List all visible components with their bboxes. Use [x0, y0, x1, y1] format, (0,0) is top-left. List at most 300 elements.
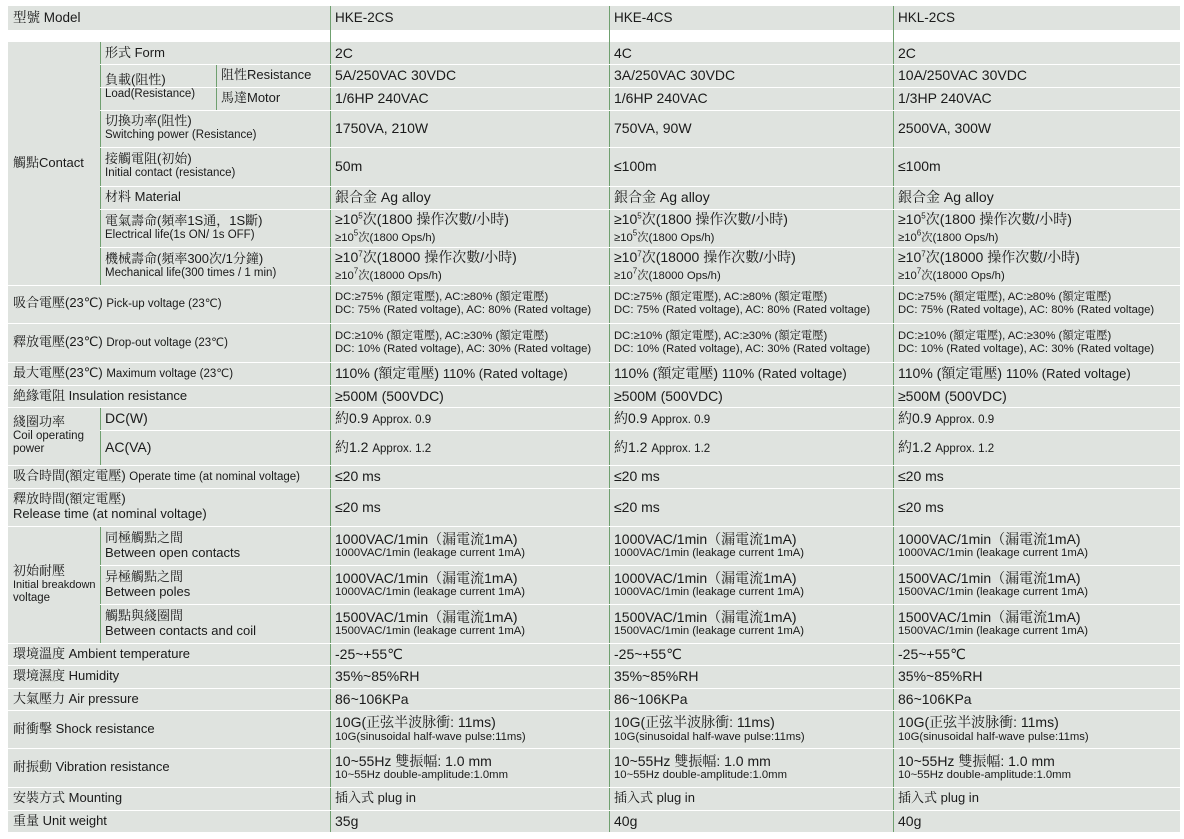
value-text: ≤100m	[898, 158, 941, 175]
text-line	[105, 229, 325, 242]
value-line	[335, 439, 604, 456]
dropout-voltage-value	[330, 323, 609, 362]
value-zh: 約1.2	[335, 438, 369, 455]
text-line	[898, 211, 1175, 227]
column-divider	[100, 42, 101, 285]
text-line	[105, 129, 325, 142]
label-text: 環境溫度 Ambient temperature	[13, 645, 191, 661]
mounting-value	[609, 787, 893, 810]
value-text: 2C	[898, 44, 916, 61]
text-line	[13, 592, 95, 605]
air-pressure-value	[893, 688, 1180, 710]
switching-power-value	[609, 110, 893, 147]
model-name-text: HKL-2CS	[898, 10, 956, 26]
resistance-label	[216, 64, 330, 87]
row-divider	[8, 323, 1180, 324]
value-en: 1500VAC/1min (leakage current 1mA)	[335, 625, 526, 638]
label-text: 大氣壓力 Air pressure	[13, 690, 139, 706]
text-line	[614, 228, 888, 245]
model-name-2	[609, 6, 893, 30]
label-text: 耐衝擊 Shock resistance	[13, 720, 155, 736]
label-en: Drop-out voltage (23℃)	[106, 336, 228, 349]
value-en: 10~55Hz double-amplitude:1.0mm	[898, 769, 1072, 782]
label-en-1: Coil operating	[13, 430, 84, 443]
coil-value	[609, 430, 893, 465]
form-label	[100, 42, 330, 64]
label-line	[13, 389, 325, 404]
text-line	[614, 714, 888, 730]
resistance-value	[893, 64, 1180, 87]
label-text: 材料 Material	[105, 189, 181, 205]
value-text: 86~106KPa	[614, 690, 688, 707]
text-line	[898, 769, 1175, 782]
value-text: 86~106KPa	[335, 690, 409, 707]
label-zh: 同極觸點之間	[105, 529, 184, 545]
value-line	[335, 365, 604, 382]
shock-value	[609, 710, 893, 748]
label-en-2: voltage	[13, 591, 51, 604]
value-en: 10G(sinusoidal half-wave pulse:11ms)	[898, 730, 1089, 743]
label-zh: 吸合電壓(23℃)	[13, 295, 103, 311]
superscript-exponent: 7	[921, 249, 926, 259]
column-divider	[330, 6, 331, 832]
value-zh: 10~55Hz 雙振幅: 1.0 mm	[335, 752, 492, 769]
column-divider	[609, 6, 610, 832]
air-pressure-value	[330, 688, 609, 710]
label-text: DC(W)	[105, 410, 148, 427]
label-en: Switching power (Resistance)	[105, 129, 257, 142]
text-line	[898, 343, 1175, 356]
value-text: 3A/250VAC 30VDC	[614, 67, 736, 84]
value-zh: 約0.9	[614, 409, 648, 426]
motor-label	[216, 87, 330, 110]
text-line	[335, 586, 604, 599]
material-label	[100, 186, 330, 209]
value-zh: 10~55Hz 雙振幅: 1.0 mm	[614, 752, 771, 769]
value-zh: 1000VAC/1min（漏電流1mA)	[614, 530, 797, 547]
row-divider	[100, 87, 1180, 88]
value-text: 5A/250VAC 30VDC	[335, 67, 457, 84]
value-en-post: 次(18000 Ops/h)	[358, 269, 442, 282]
label-zh: 吸合時間(額定電壓)	[13, 467, 126, 483]
column-divider	[100, 526, 101, 643]
pickup-voltage-value	[609, 285, 893, 323]
pickup-voltage-value	[330, 285, 609, 323]
electrical-life-value	[330, 209, 609, 247]
dropout-voltage-value	[893, 323, 1180, 362]
text-line	[13, 430, 95, 443]
humidity-value	[609, 665, 893, 688]
model-name-text: HKE-4CS	[614, 10, 673, 26]
value-zh: 1500VAC/1min（漏電流1mA)	[335, 608, 518, 625]
operate-time-label	[8, 465, 330, 488]
text-line	[13, 507, 325, 522]
label-en: Initial contact (resistance)	[105, 167, 236, 180]
operate-time-value	[330, 465, 609, 488]
value-line	[614, 365, 888, 382]
value-zh: 1000VAC/1min（漏電流1mA)	[614, 569, 797, 586]
model-name-text: HKE-2CS	[335, 10, 394, 26]
label-zh: 异極觸點之間	[105, 568, 184, 584]
label-line	[13, 335, 325, 350]
value-post: 次(18000 操作次數/小時)	[362, 249, 517, 266]
release-time-value	[330, 488, 609, 526]
label-en: Pick-up voltage (23℃)	[106, 298, 222, 311]
superscript-exponent: 6	[916, 227, 922, 237]
vibration-value	[330, 748, 609, 787]
value-post: 次(18000 操作次數/小時)	[641, 249, 796, 266]
text-line	[335, 547, 604, 560]
value-en-pre: ≥10	[898, 269, 917, 282]
text-line	[614, 343, 888, 356]
value-text: -25~+55℃	[614, 645, 682, 662]
value-text: 插入式 plug in	[614, 790, 695, 806]
release-time-value	[609, 488, 893, 526]
humidity-label	[8, 665, 330, 688]
text-line	[898, 731, 1175, 744]
label-en-2: power	[13, 443, 45, 456]
mounting-label	[8, 787, 330, 810]
breakdown-open-contacts-label	[100, 526, 330, 565]
breakdown-contacts-coil-label	[100, 604, 330, 643]
label-en-1: Initial breakdown	[13, 579, 96, 592]
value-en: DC: 75% (Rated voltage), AC: 80% (Rated voltage)	[898, 304, 1155, 316]
dropout-voltage-value	[609, 323, 893, 362]
text-line	[105, 546, 325, 561]
text-line	[335, 609, 604, 625]
row-divider	[100, 247, 1180, 248]
superscript-exponent: 5	[358, 211, 363, 221]
text-line	[614, 609, 888, 625]
superscript-exponent: 7	[632, 265, 638, 275]
mounting-value	[330, 787, 609, 810]
label-line	[13, 469, 325, 484]
value-zh: 1000VAC/1min（漏電流1mA)	[335, 530, 518, 547]
material-value	[330, 186, 609, 209]
row-divider	[8, 665, 1180, 666]
weight-label	[8, 810, 330, 832]
contact-resistance-value	[330, 147, 609, 186]
label-text: 馬達Motor	[221, 90, 281, 106]
value-zh: 1500VAC/1min（漏電流1mA)	[898, 608, 1081, 625]
row-divider	[8, 488, 1180, 489]
text-line	[614, 570, 888, 586]
value-text: ≥500M (500VDC)	[898, 387, 1007, 404]
breakdown-open-contacts-value	[609, 526, 893, 565]
value-text: 銀合金 Ag alloy	[335, 189, 431, 206]
value-en: Approx. 1.2	[372, 442, 432, 455]
text-line	[898, 753, 1175, 769]
text-line	[105, 88, 211, 101]
text-line	[898, 609, 1175, 625]
value-post: 次(1800 操作次數/小時)	[362, 211, 509, 228]
text-line	[614, 586, 888, 599]
release-time-label	[8, 488, 330, 526]
value-en-pre: ≥10	[614, 231, 633, 244]
weight-value	[330, 810, 609, 832]
insulation-value	[609, 385, 893, 407]
text-line	[335, 249, 604, 265]
coil-type-label	[100, 430, 330, 465]
value-text: ≥500M (500VDC)	[335, 387, 444, 404]
text-line	[13, 492, 325, 507]
value-zh: 10G(正弦半波脉衝: 11ms)	[898, 714, 1059, 731]
value-en: 1500VAC/1min (leakage current 1mA)	[898, 586, 1089, 599]
label-zh: 切換功率(阻性)	[105, 113, 192, 129]
switching-power-label	[100, 110, 330, 147]
label-zh: 接觸電阻(初始)	[105, 151, 192, 167]
switching-power-value	[893, 110, 1180, 147]
value-en-post: 次(18000 Ops/h)	[921, 269, 1005, 282]
value-en: 110% (Rated voltage)	[1005, 366, 1131, 382]
superscript-exponent: 5	[637, 211, 642, 221]
value-en: DC: 10% (Rated voltage), AC: 30% (Rated voltage)	[335, 342, 592, 355]
value-en: Approx. 0.9	[935, 413, 995, 426]
text-line	[105, 167, 325, 180]
value-en-pre: ≥10	[335, 231, 354, 244]
text-line	[614, 531, 888, 547]
label-text: AC(VA)	[105, 439, 152, 456]
text-line	[105, 585, 325, 600]
superscript-exponent: 5	[632, 227, 638, 237]
text-line	[105, 267, 325, 280]
value-text: 插入式 plug in	[335, 790, 416, 806]
value-en: 1000VAC/1min (leakage current 1mA)	[335, 547, 526, 560]
text-line	[614, 769, 888, 782]
text-line	[614, 266, 888, 283]
value-en: DC: 75% (Rated voltage), AC: 80% (Rated voltage)	[614, 304, 871, 316]
value-en: DC: 10% (Rated voltage), AC: 30% (Rated voltage)	[614, 342, 871, 355]
value-pre: ≥10	[614, 249, 638, 266]
text-line	[13, 443, 95, 456]
value-pre: ≥10	[614, 211, 638, 228]
value-zh: 1500VAC/1min（漏電流1mA)	[898, 569, 1081, 586]
contact-group-text: 觸點Contact	[13, 155, 84, 171]
breakdown-open-contacts-value	[893, 526, 1180, 565]
row-divider	[100, 565, 1180, 566]
form-value	[609, 42, 893, 64]
text-line	[335, 714, 604, 730]
value-text: 35%~85%RH	[898, 668, 983, 685]
value-en-post: 次(18000 Ops/h)	[637, 269, 721, 282]
value-text: ≤20 ms	[898, 498, 944, 515]
value-text: 10A/250VAC 30VDC	[898, 67, 1027, 84]
row-divider	[8, 407, 1180, 408]
breakdown-contacts-coil-value	[893, 604, 1180, 643]
mechanical-life-label	[100, 247, 330, 285]
contact-resistance-label	[100, 147, 330, 186]
row-divider	[8, 710, 1180, 711]
value-zh: 1500VAC/1min（漏電流1mA)	[614, 608, 797, 625]
label-zh: 電氣壽命(頻率1S通，1S斷)	[105, 212, 263, 228]
shock-label	[8, 710, 330, 748]
label-en: Between poles	[105, 583, 191, 599]
value-text: ≤100m	[614, 158, 657, 175]
value-zh: 1000VAC/1min（漏電流1mA)	[335, 569, 518, 586]
text-line	[105, 531, 325, 546]
value-en: Approx. 0.9	[372, 413, 432, 426]
text-line	[105, 152, 325, 167]
value-line	[898, 365, 1175, 382]
column-divider	[100, 407, 101, 465]
text-line	[335, 211, 604, 227]
value-pre: ≥10	[335, 211, 359, 228]
text-line	[335, 531, 604, 547]
text-line	[13, 415, 95, 430]
value-en: 1000VAC/1min (leakage current 1mA)	[614, 586, 805, 599]
coil-type-label	[100, 407, 330, 430]
max-voltage-value	[893, 362, 1180, 385]
breakdown-contacts-coil-value	[330, 604, 609, 643]
value-line	[614, 410, 888, 427]
mounting-value	[893, 787, 1180, 810]
text-line	[614, 249, 888, 265]
text-line	[105, 214, 325, 229]
coil-value	[893, 430, 1180, 465]
electrical-life-value	[893, 209, 1180, 247]
value-text: 35g	[335, 812, 359, 829]
text-line	[105, 609, 325, 624]
value-text: 40g	[614, 812, 638, 829]
value-line	[898, 410, 1175, 427]
value-en-post: 次(1800 Ops/h)	[921, 231, 999, 244]
row-divider	[100, 430, 1180, 431]
switching-power-value	[330, 110, 609, 147]
value-pre: ≥10	[335, 249, 359, 266]
text-line	[105, 252, 325, 267]
value-en: 1000VAC/1min (leakage current 1mA)	[614, 547, 805, 560]
value-text: 750VA, 90W	[614, 120, 692, 137]
text-line	[105, 570, 325, 585]
value-zh: 約1.2	[898, 438, 932, 455]
value-text: ≤20 ms	[614, 468, 660, 485]
row-divider	[8, 465, 1180, 466]
label-en: Insulation resistance	[68, 387, 188, 403]
text-line	[335, 731, 604, 744]
shock-value	[330, 710, 609, 748]
motor-value	[609, 87, 893, 110]
operate-time-value	[893, 465, 1180, 488]
material-value	[609, 186, 893, 209]
load-label-zh: 負載(阻性)	[105, 71, 166, 87]
text-line	[614, 625, 888, 638]
value-text: 插入式 plug in	[898, 790, 979, 806]
value-text: 1/6HP 240VAC	[614, 90, 708, 107]
value-zh: DC:≥75% (額定電壓), AC:≥80% (額定電壓)	[614, 291, 828, 304]
text-line	[335, 291, 604, 304]
label-line	[13, 366, 325, 381]
value-zh: DC:≥75% (額定電壓), AC:≥80% (額定電壓)	[898, 291, 1112, 304]
label-text: 形式 Form	[105, 44, 165, 60]
mechanical-life-value	[609, 247, 893, 285]
text-line	[898, 531, 1175, 547]
air-pressure-label	[8, 688, 330, 710]
value-line	[614, 439, 888, 456]
value-text: ≤20 ms	[335, 498, 381, 515]
insulation-label	[8, 385, 330, 407]
value-pre: ≥10	[898, 211, 922, 228]
label-text: 安裝方式 Mounting	[13, 790, 123, 806]
value-en: DC: 10% (Rated voltage), AC: 30% (Rated voltage)	[898, 342, 1155, 355]
electrical-life-label	[100, 209, 330, 247]
value-text: 1/3HP 240VAC	[898, 90, 992, 107]
value-zh: 10G(正弦半波脉衝: 11ms)	[335, 714, 496, 731]
row-divider	[8, 526, 1180, 527]
superscript-exponent: 5	[921, 211, 926, 221]
text-line	[898, 714, 1175, 730]
value-en-pre: ≥10	[614, 269, 633, 282]
text-line	[898, 330, 1175, 343]
model-label-text: 型號 Model	[13, 10, 81, 26]
value-en: Approx. 1.2	[651, 442, 711, 455]
value-en: Approx. 0.9	[651, 413, 711, 426]
coil-value	[330, 407, 609, 430]
superscript-exponent: 7	[637, 249, 642, 259]
label-text: 阻性Resistance	[221, 67, 312, 83]
breakdown-between-poles-value	[609, 565, 893, 604]
value-text: 4C	[614, 44, 632, 61]
column-divider	[893, 6, 894, 832]
label-text: 耐振動 Vibration resistance	[13, 759, 170, 775]
label-line	[13, 296, 325, 311]
shock-value	[893, 710, 1180, 748]
label-en: Electrical life(1s ON/ 1s OFF)	[105, 228, 255, 241]
text-line	[614, 731, 888, 744]
ambient-temperature-label	[8, 643, 330, 665]
row-divider	[100, 209, 1180, 210]
text-line	[335, 330, 604, 343]
motor-value	[893, 87, 1180, 110]
text-line	[898, 228, 1175, 245]
value-zh: 110% (額定電壓)	[614, 365, 718, 382]
row-divider	[100, 604, 1180, 605]
ambient-temperature-value	[609, 643, 893, 665]
label-en: Maximum voltage (23℃)	[106, 367, 234, 380]
value-text: ≤20 ms	[898, 468, 944, 485]
label-en: Between open contacts	[105, 544, 241, 560]
ambient-temperature-value	[330, 643, 609, 665]
row-divider	[8, 285, 1180, 286]
value-zh: 10G(正弦半波脉衝: 11ms)	[614, 714, 775, 731]
value-text: 35%~85%RH	[335, 668, 420, 685]
text-line	[335, 343, 604, 356]
label-zh: 最大電壓(23℃)	[13, 364, 103, 380]
text-line	[898, 304, 1175, 317]
value-text: -25~+55℃	[898, 645, 966, 662]
superscript-exponent: 7	[358, 249, 363, 259]
text-line	[335, 769, 604, 782]
label-zh: 初始耐壓	[13, 563, 66, 579]
text-line	[898, 249, 1175, 265]
value-zh: 約1.2	[614, 438, 648, 455]
value-zh: DC:≥10% (額定電壓), AC:≥30% (額定電壓)	[614, 329, 828, 342]
label-en: Between contacts and coil	[105, 622, 257, 638]
text-line	[898, 266, 1175, 283]
breakdown-open-contacts-value	[330, 526, 609, 565]
value-zh: DC:≥75% (額定電壓), AC:≥80% (額定電壓)	[335, 291, 549, 304]
value-en: 1000VAC/1min (leakage current 1mA)	[898, 547, 1089, 560]
superscript-exponent: 7	[916, 265, 922, 275]
value-line	[335, 410, 604, 427]
air-pressure-value	[609, 688, 893, 710]
model-name-3	[893, 6, 1180, 30]
mechanical-life-value	[330, 247, 609, 285]
text-line	[898, 570, 1175, 586]
value-zh: 110% (額定電壓)	[898, 365, 1002, 382]
row-divider	[8, 787, 1180, 788]
humidity-value	[330, 665, 609, 688]
row-divider	[100, 110, 1180, 111]
